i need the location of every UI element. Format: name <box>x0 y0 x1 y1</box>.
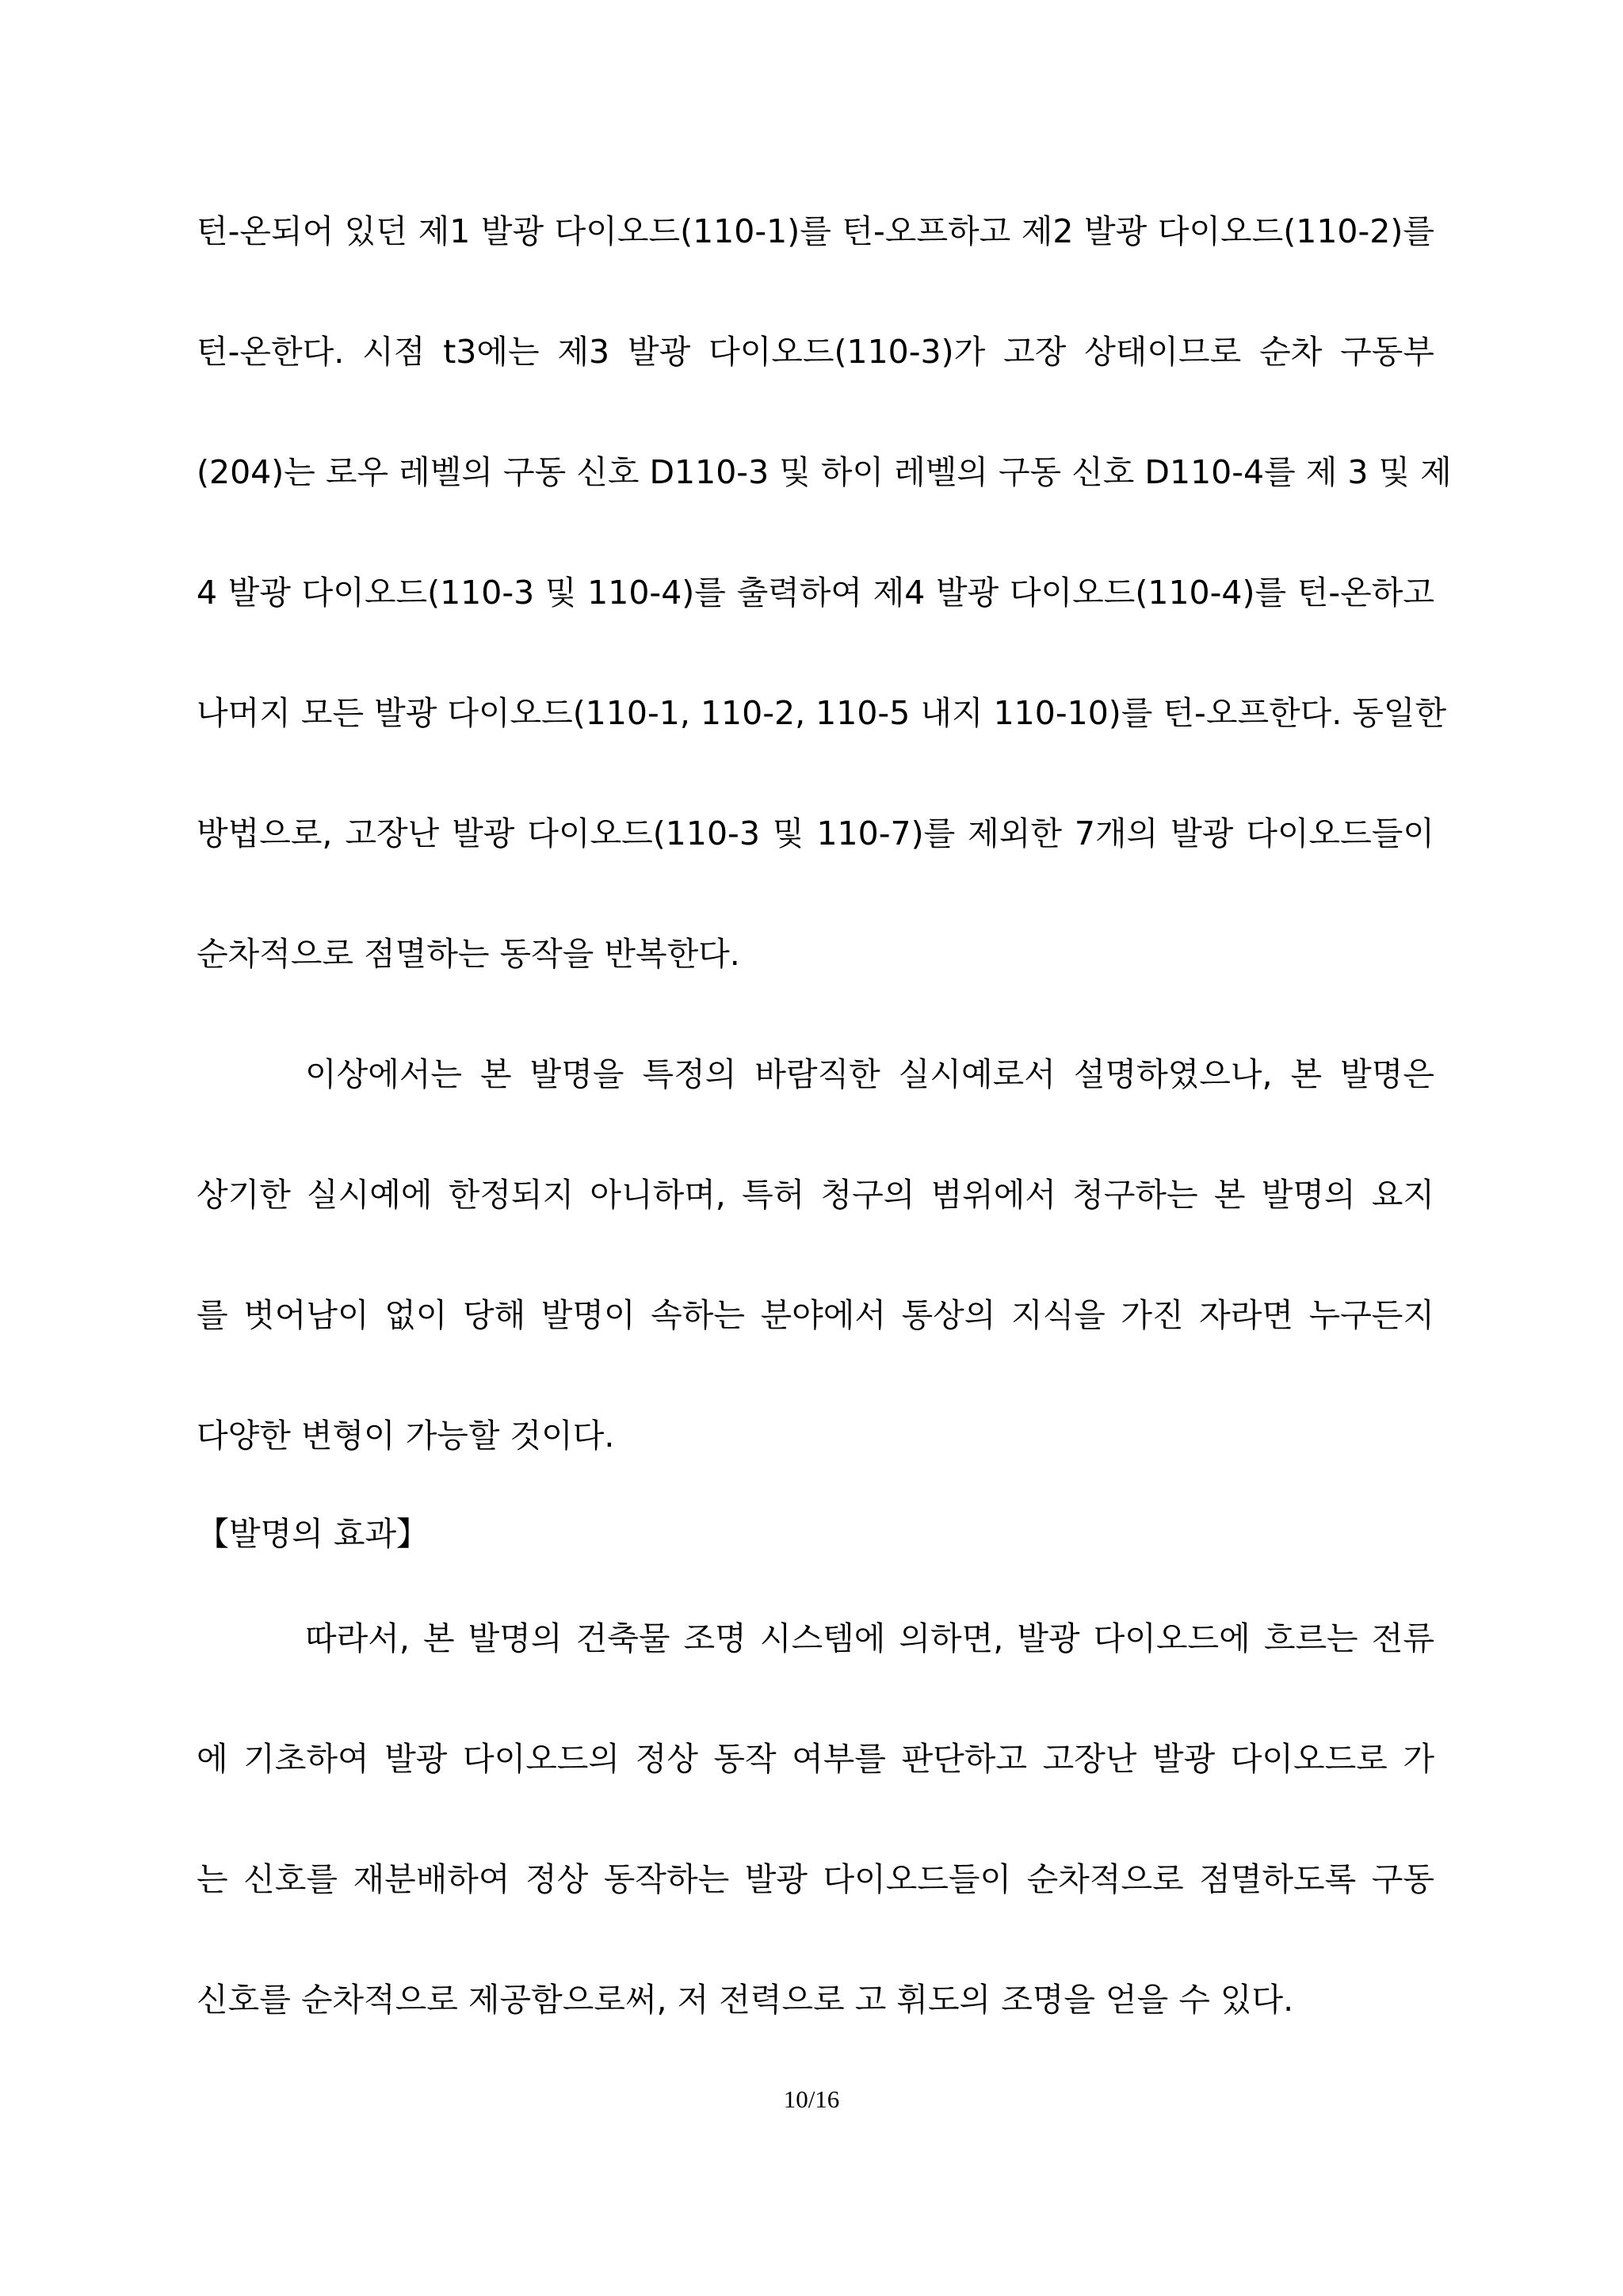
paragraph-line: 방법으로, 고장난 발광 다이오드(110-3 및 110-7)를 제외한 7개의 발광 다이오드들이 <box>197 814 1434 852</box>
paragraph-line: 4 발광 다이오드(110-3 및 110-4)를 출력하여 제4 발광 다이오드(110-4)를 턴-온하고 <box>197 574 1434 612</box>
paragraph-line: 나머지 모든 발광 다이오드(110-1, 110-2, 110-5 내지 110-10)를 턴-오프한다. 동일한 <box>197 694 1447 732</box>
paragraph-line: 에 기초하여 발광 다이오드의 정상 동작 여부를 판단하고 고장난 발광 다이오드로 가 <box>197 1740 1434 1778</box>
paragraph-line: 상기한 실시예에 한정되지 아니하며, 특허 청구의 범위에서 청구하는 본 발명의 요지 <box>197 1176 1434 1214</box>
paragraph-line: 다양한 변형이 가능할 것이다. <box>197 1417 615 1455</box>
paragraph-line: 를 벗어남이 없이 당해 발명이 속하는 분야에서 통상의 지식을 가진 자라면 누구든지 <box>197 1296 1434 1334</box>
paragraph-line: 신호를 순차적으로 제공함으로써, 저 전력으로 고 휘도의 조명을 얻을 수 있다. <box>197 1981 1294 2019</box>
page-number: 10/16 <box>783 2085 840 2113</box>
section-heading: 【발명의 효과】 <box>197 1515 430 1553</box>
paragraph-line: 따라서, 본 발명의 건축물 조명 시스템에 의하면, 발광 다이오드에 흐르는 전류 <box>305 1619 1434 1657</box>
paragraph-line: 이상에서는 본 발명을 특정의 바람직한 실시예로서 설명하였으나, 본 발명은 <box>305 1055 1434 1093</box>
paragraph-line: (204)는 로우 레벨의 구동 신호 D110-3 및 하이 레벨의 구동 신호 D110-4를 제 3 및 제 <box>197 453 1452 491</box>
paragraph-line: 턴-온한다. 시점 t3에는 제3 발광 다이오드(110-3)가 고장 상태이므로 순차 구동부 <box>197 333 1434 371</box>
paragraph-line: 순차적으로 점멸하는 동작을 반복한다. <box>197 935 740 973</box>
paragraph-line: 는 신호를 재분배하여 정상 동작하는 발광 다이오드들이 순차적으로 점멸하도록 구동 <box>197 1860 1434 1898</box>
paragraph-line: 턴-온되어 있던 제1 발광 다이오드(110-1)를 턴-오프하고 제2 발광 다이오드(110-2)를 <box>197 212 1434 250</box>
